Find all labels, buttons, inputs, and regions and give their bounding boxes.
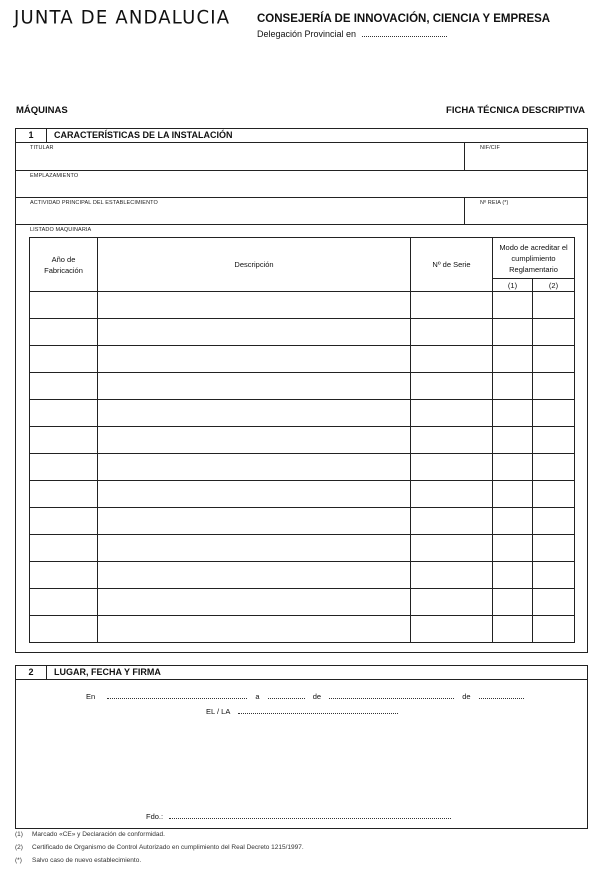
modo-1-cell[interactable] <box>493 292 533 319</box>
modo-1-cell[interactable] <box>493 400 533 427</box>
section-2-number: 2 <box>16 666 47 679</box>
modo-2-cell[interactable] <box>533 508 575 535</box>
section-1-number: 1 <box>16 129 47 142</box>
month-field[interactable] <box>329 690 454 699</box>
modo-2-cell[interactable] <box>533 373 575 400</box>
ano-cell[interactable] <box>30 319 98 346</box>
table-row <box>30 319 575 346</box>
ano-cell[interactable] <box>30 616 98 643</box>
descripcion-cell[interactable] <box>98 400 411 427</box>
ano-cell[interactable] <box>30 481 98 508</box>
place-date-line <box>86 690 524 701</box>
descripcion-cell[interactable] <box>98 562 411 589</box>
descripcion-cell[interactable] <box>98 373 411 400</box>
descripcion-cell[interactable] <box>98 616 411 643</box>
ano-cell[interactable] <box>30 373 98 400</box>
fdo-field[interactable] <box>169 810 451 819</box>
modo-2-cell[interactable] <box>533 427 575 454</box>
descripcion-cell[interactable] <box>98 508 411 535</box>
modo-1-cell[interactable] <box>493 346 533 373</box>
serie-cell[interactable] <box>411 454 493 481</box>
de-label: de <box>312 692 322 701</box>
footnote-1-text: Marcado «CE» y Declaración de conformidad. <box>32 831 165 838</box>
serie-cell[interactable] <box>411 481 493 508</box>
col-header-1: (1) <box>493 279 533 292</box>
day-field[interactable] <box>268 690 305 699</box>
modo-2-cell[interactable] <box>533 346 575 373</box>
col-header-modo: Modo de acreditar el cumplimiento Reglamentario <box>493 238 575 279</box>
section-2-title: LUGAR, FECHA Y FIRMA <box>54 667 161 677</box>
form-title: FICHA TÉCNICA DESCRIPTIVA <box>446 105 585 116</box>
logo-junta-andalucia: JUNTA DE ANDALUCIA <box>14 6 231 29</box>
nreia-field[interactable] <box>465 198 587 224</box>
modo-1-cell[interactable] <box>493 562 533 589</box>
fdo-line <box>146 810 451 821</box>
serie-cell[interactable] <box>411 400 493 427</box>
nreia-label: Nº REIA (*) <box>480 200 509 206</box>
modo-1-cell[interactable] <box>493 454 533 481</box>
serie-cell[interactable] <box>411 373 493 400</box>
en-label: En <box>86 692 96 701</box>
footnote-2 <box>15 844 304 851</box>
place-field[interactable] <box>107 690 247 699</box>
maquinaria-rows <box>30 292 575 643</box>
modo-2-cell[interactable] <box>533 562 575 589</box>
col-header-descripcion: Descripción <box>98 238 411 292</box>
descripcion-cell[interactable] <box>98 346 411 373</box>
descripcion-cell[interactable] <box>98 454 411 481</box>
actividad-field[interactable] <box>16 198 464 224</box>
fdo-label: Fdo.: <box>146 812 164 821</box>
signer-field[interactable] <box>238 705 398 714</box>
modo-2-cell[interactable] <box>533 535 575 562</box>
table-row <box>30 427 575 454</box>
modo-1-cell[interactable] <box>493 319 533 346</box>
divider <box>16 224 587 225</box>
table-row <box>30 292 575 319</box>
delegacion-line <box>257 28 447 39</box>
titular-label: TITULAR <box>30 145 54 151</box>
modo-2-cell[interactable] <box>533 454 575 481</box>
ano-cell[interactable] <box>30 589 98 616</box>
section-1-header <box>16 129 587 143</box>
titular-field[interactable] <box>16 142 464 170</box>
modo-1-cell[interactable] <box>493 589 533 616</box>
footnote-3 <box>15 857 141 864</box>
modo-2-cell[interactable] <box>533 319 575 346</box>
descripcion-cell[interactable] <box>98 535 411 562</box>
ano-cell[interactable] <box>30 400 98 427</box>
delegacion-field[interactable] <box>362 28 447 37</box>
serie-cell[interactable] <box>411 616 493 643</box>
footnote-3-number: (*) <box>15 857 22 864</box>
descripcion-cell[interactable] <box>98 427 411 454</box>
table-row <box>30 535 575 562</box>
table-row <box>30 481 575 508</box>
table-row <box>30 562 575 589</box>
serie-cell[interactable] <box>411 508 493 535</box>
table-row <box>30 373 575 400</box>
table-row <box>30 346 575 373</box>
modo-2-cell[interactable] <box>533 400 575 427</box>
footnote-2-text: Certificado de Organismo de Control Autorizado en cumplimiento del Real Decreto 1215/1997. <box>32 844 304 851</box>
serie-cell[interactable] <box>411 346 493 373</box>
modo-2-cell[interactable] <box>533 292 575 319</box>
modo-1-cell[interactable] <box>493 535 533 562</box>
modo-1-cell[interactable] <box>493 373 533 400</box>
year-field[interactable] <box>479 690 524 699</box>
el-la-label: EL / LA <box>206 707 230 716</box>
modo-1-cell[interactable] <box>493 427 533 454</box>
footnote-3-text: Salvo caso de nuevo establecimiento. <box>32 857 142 864</box>
descripcion-cell[interactable] <box>98 589 411 616</box>
ano-cell[interactable] <box>30 292 98 319</box>
listado-label: LISTADO MAQUINARIA <box>30 227 92 233</box>
serie-cell[interactable] <box>411 562 493 589</box>
consejeria-title: CONSEJERÍA DE INNOVACIÓN, CIENCIA Y EMPRESA <box>257 13 551 25</box>
modo-1-cell[interactable] <box>493 616 533 643</box>
footnote-2-number: (2) <box>15 844 23 851</box>
emplazamiento-field[interactable] <box>16 171 587 197</box>
de-label-2: de <box>462 692 471 701</box>
table-row <box>30 589 575 616</box>
ano-cell[interactable] <box>30 427 98 454</box>
actividad-label: ACTIVIDAD PRINCIPAL DEL ESTABLECIMIENTO <box>30 200 158 206</box>
modo-2-cell[interactable] <box>533 481 575 508</box>
serie-cell[interactable] <box>411 427 493 454</box>
col-header-serie: Nº de Serie <box>411 238 493 292</box>
descripcion-cell[interactable] <box>98 481 411 508</box>
nif-field[interactable] <box>465 142 587 170</box>
a-label: a <box>255 692 260 701</box>
maquinaria-table <box>29 237 575 643</box>
modo-2-cell[interactable] <box>533 589 575 616</box>
serie-cell[interactable] <box>411 589 493 616</box>
ano-cell[interactable] <box>30 508 98 535</box>
section-2-header <box>16 666 587 680</box>
serie-cell[interactable] <box>411 319 493 346</box>
ano-cell[interactable] <box>30 535 98 562</box>
ano-cell[interactable] <box>30 454 98 481</box>
modo-1-cell[interactable] <box>493 508 533 535</box>
table-row <box>30 508 575 535</box>
col-header-ano: Año de Fabricación <box>30 238 98 292</box>
descripcion-cell[interactable] <box>98 319 411 346</box>
serie-cell[interactable] <box>411 292 493 319</box>
col-header-2: (2) <box>533 279 575 292</box>
modo-2-cell[interactable] <box>533 616 575 643</box>
descripcion-cell[interactable] <box>98 292 411 319</box>
modo-1-cell[interactable] <box>493 481 533 508</box>
emplazamiento-label: EMPLAZAMIENTO <box>30 173 79 179</box>
section-1-title: CARACTERÍSTICAS DE LA INSTALACIÓN <box>54 130 233 140</box>
delegacion-label: Delegación Provincial en <box>257 29 357 39</box>
ano-cell[interactable] <box>30 562 98 589</box>
table-row <box>30 616 575 643</box>
el-la-line <box>206 705 398 716</box>
nif-label: NIF/CIF <box>480 145 500 151</box>
footnote-1-number: (1) <box>15 831 23 838</box>
table-row <box>30 400 575 427</box>
serie-cell[interactable] <box>411 535 493 562</box>
form-type-label: MÁQUINAS <box>16 105 68 116</box>
table-row <box>30 454 575 481</box>
footnote-1 <box>15 831 165 838</box>
ano-cell[interactable] <box>30 346 98 373</box>
